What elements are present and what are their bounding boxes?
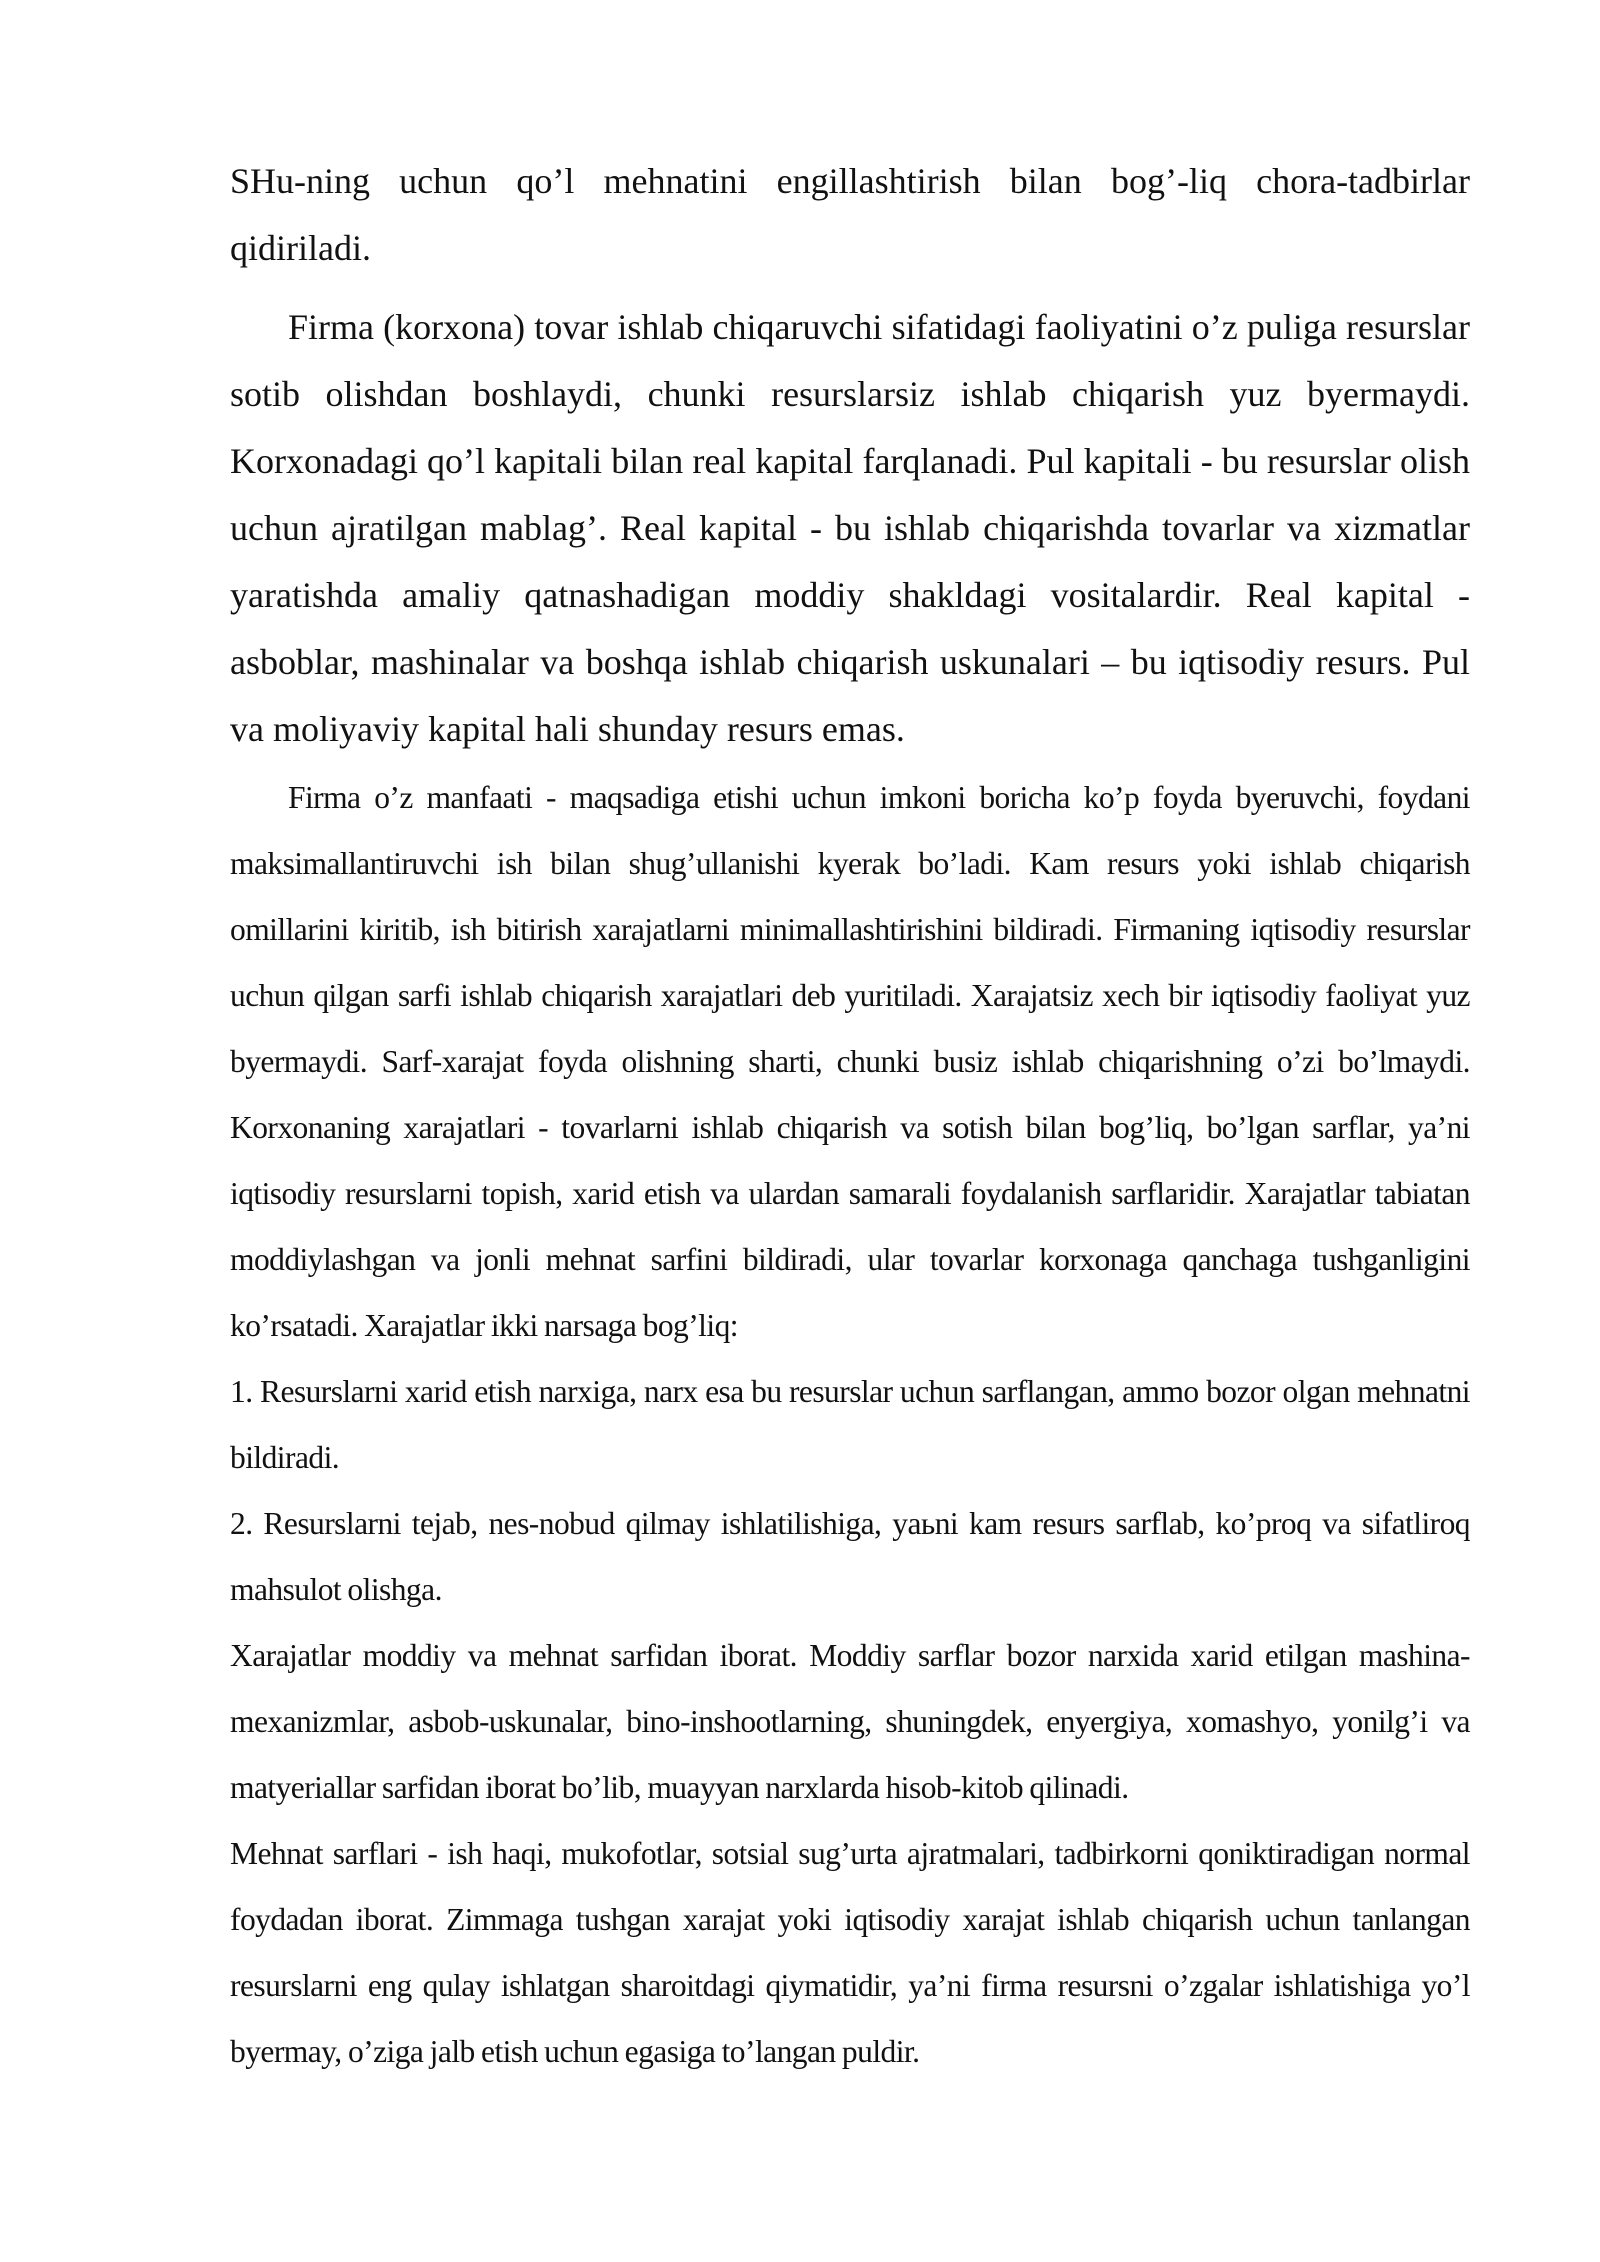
- list-item-1: 1. Resurslarni xarid etish narxiga, narx esa bu resurslar uchun sarflangan, ammo bozor olgan mehnatni bildiradi.: [230, 1374, 1470, 1475]
- paragraph-capital-text: Firma (korxona) tovar ishlab chiqaruvchi sifatidagi faoliyatini o’z puliga resurslar sotib olishdan boshlaydi, chunki resurslarsiz ishlab chiqarish yuz byermaydi. Korxonadagi qo’l kapitali bilan real kapital farqlanadi. Pul kapitali - bu resurslar olish uchun ajratilgan mablag’. Real kapital - bu ishlab chiqarishda tovarlar va xizmatlar yaratishda amaliy qatnashadigan moddiy shakldagi vositalardir. Real kapital - asboblar, mashinalar va boshqa ishlab chiqarish uskunalari – bu iqtisodiy resurs. Pul va moliyaviy kapital hali shunday resurs emas.: [230, 307, 1470, 749]
- paragraph-intro: SHu-ning uchun qo’l mehnatini engillashtirish bilan bog’-liq chora-tadbirlar qidiriladi.: [230, 161, 1470, 268]
- paragraph-firm-goal: Firma o’z manfaati - maqsadiga etishi uchun imkoni boricha ko’p foyda byeruvchi, foydani maksimallantiruvchi ish bilan shug’ullanishi kyerak bo’ladi. Kam resurs yoki ishlab chiqarish omillarini kiritib, ish bitirish xarajatlarni minimallashtirishini bildiradi. Firmaning iqtisodiy resurslar uchun qilgan sarfi ishlab chiqarish xarajatlari deb yuritiladi. Xarajatsiz xech bir iqtisodiy faoliyat yuz byermaydi. Sarf-xarajat foyda olishning sharti, chunki busiz ishlab chiqarishning o’zi bo’lmaydi. Korxonaning xarajatlari - tovarlarni ishlab chiqarish va sotish bilan bog’liq, bo’lgan sarflar, ya’ni iqtisodiy resurslarni topish, xarid etish va ulardan samarali foydalanish sarflaridir. Xarajatlar tabiatan moddiylashgan va jonli mehnat sarfini bildiradi, ular tovarlar korxonaga qanchaga tushganligini ko’rsatadi. Xarajatlar ikki narsaga bog’liq:: [230, 780, 1470, 1343]
- paragraph-capital: [230, 294, 1470, 763]
- list-item-2: 2. Resurslarni tejab, nes-nobud qilmay ishlatilishiga, yaьni kam resurs sarflab, ko’proq va sifatliroq mahsulot olishga.: [230, 1506, 1470, 1607]
- text-column: [230, 148, 1470, 2085]
- paragraph-labor-costs: Mehnat sarflari - ish haqi, mukofotlar, sotsial sug’urta ajratmalari, tadbirkorni qoniktiradigan normal foydadan iborat. Zimmaga tushgan xarajat yoki iqtisodiy xarajat ishlab chiqarish uchun tanlangan resurslarni eng qulay ishlatgan sharoitdagi qiymatidir, ya’ni firma resursni o’zgalar ishlatishiga yo’l byermay, o’ziga jalb etish uchun egasiga to’langan puldir.: [230, 1836, 1470, 2069]
- paragraph-material-costs: Xarajatlar moddiy va mehnat sarfidan iborat. Moddiy sarflar bozor narxida xarid etilgan mashina-mexanizmlar, asbob-uskunalar, bino-inshootlarning, shuningdek, enyergiya, xomashyo, yonilg’i va matyeriallar sarfidan iborat bo’lib, muayyan narxlarda hisob-kitob qilinadi.: [230, 1638, 1470, 1805]
